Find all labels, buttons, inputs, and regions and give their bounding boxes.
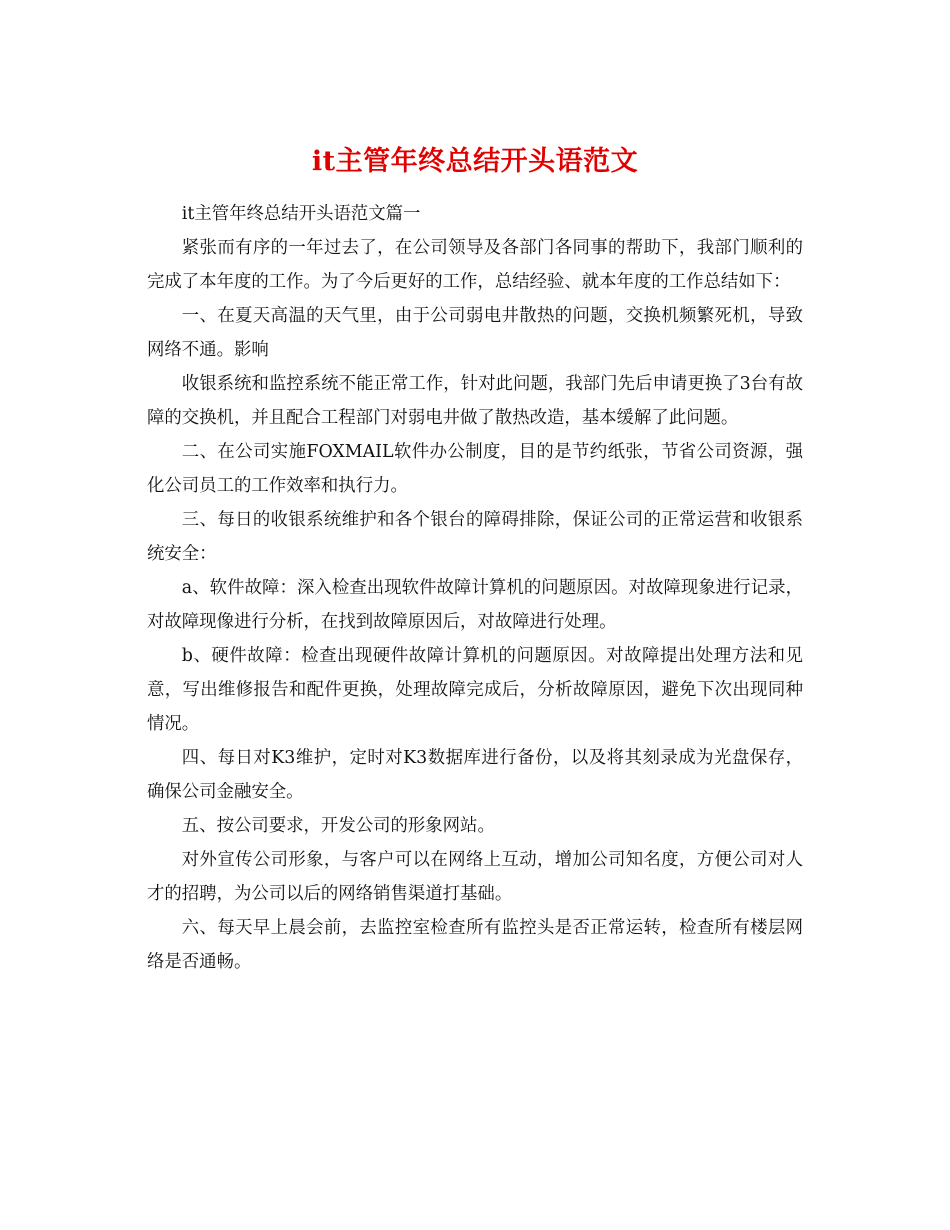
paragraph-12: 六、每天早上晨会前，去监控室检查所有监控头是否正常运转，检查所有楼层网络是否通畅。 [147,918,803,972]
paragraph-9: 四、每日对K3维护，定时对K3数据库进行备份，以及将其刻录成为光盘保存，确保公司金融安全。 [147,748,803,802]
paragraph-8: b、硬件故障：检查出现硬件故障计算机的问题原因。对故障提出处理方法和见意，写出维修报告和配件更换，处理故障完成后，分析故障原因，避免下次出现同种情况。 [147,646,803,734]
document-body [147,197,803,979]
paragraph-11: 对外宣传公司形象，与客户可以在网络上互动，增加公司知名度，方便公司对人才的招聘，为公司以后的网络销售渠道打基础。 [147,850,803,904]
paragraph-10: 五、按公司要求，开发公司的形象网站。 [181,816,495,836]
document-title: it主管年终总结开头语范文 [311,146,639,178]
paragraph-3: 一、在夏天高温的天气里，由于公司弱电井散热的问题，交换机频繁死机，导致网络不通。影响 [147,306,803,360]
paragraph-6: 三、每日的收银系统维护和各个银台的障碍排除，保证公司的正常运营和收银系统安全： [147,510,803,564]
paragraph-7: a、软件故障：深入检查出现软件故障计算机的问题原因。对故障现象进行记录，对故障现像进行分析，在找到故障原因后，对故障进行处理。 [147,578,803,632]
paragraph-2: 紧张而有序的一年过去了，在公司领导及各部门各同事的帮助下，我部门顺利的完成了本年度的工作。为了今后更好的工作，总结经验、就本年度的工作总结如下： [147,238,803,292]
paragraph-1: it主管年终总结开头语范文篇一 [181,204,421,224]
paragraph-4: 收银系统和监控系统不能正常工作，针对此问题，我部门先后申请更换了3台有故障的交换机，并且配合工程部门对弱电井做了散热改造，基本缓解了此问题。 [147,374,803,428]
paragraph-5: 二、在公司实施FOXMAIL软件办公制度，目的是节约纸张，节省公司资源，强化公司员工的工作效率和执行力。 [147,442,803,496]
